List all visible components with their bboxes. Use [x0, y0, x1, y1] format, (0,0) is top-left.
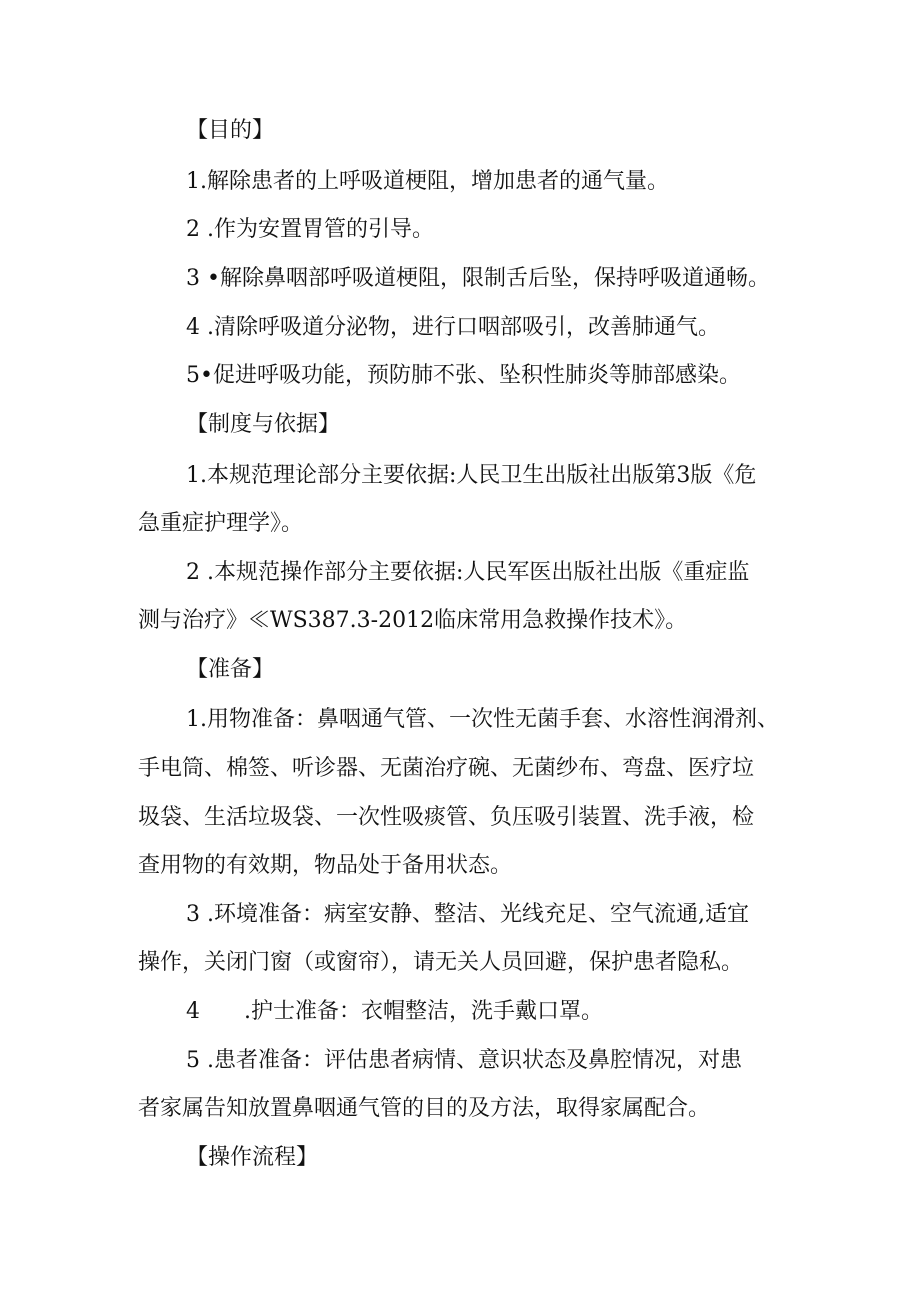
prep-item-3-line-2: 操作，关闭门窗（或窗帘），请无关人员回避，保护患者隐私。 [138, 950, 744, 975]
purpose-item-4: 4 .清除呼吸道分泌物，进行口咽部吸引，改善肺通气。 [186, 315, 720, 340]
purpose-item-1: 1.解除患者的上呼吸道梗阻，增加患者的通气量。 [186, 169, 669, 194]
prep-item-5-line-2: 者家属告知放置鼻咽通气管的目的及方法，取得家属配合。 [138, 1096, 711, 1121]
basis-item-2-line-2: 测与治疗》≪WS387.3-2012临床常用急救操作技术》。 [138, 608, 688, 633]
basis-item-1-line-1: 1.本规范理论部分主要依据:人民卫生出版社出版第3版《危 [186, 463, 757, 488]
prep-item-4: 4 .护士准备：衣帽整洁，洗手戴口罩。 [186, 999, 603, 1024]
prep-item-5-line-1: 5 .患者准备：评估患者病情、意识状态及鼻腔情况，对患 [186, 1048, 742, 1073]
section-heading-preparation: 【准备】 [186, 657, 275, 682]
section-heading-procedure: 【操作流程】 [186, 1145, 319, 1170]
basis-item-2-line-1: 2 .本规范操作部分主要依据:人民军医出版社出版《重症监 [186, 560, 750, 585]
prep-item-1-line-4: 查用物的有效期，物品处于备用状态。 [138, 853, 513, 878]
section-heading-purpose: 【目的】 [186, 118, 275, 143]
section-heading-basis: 【制度与依据】 [186, 412, 341, 437]
purpose-item-5: 5•促进呼吸功能，预防肺不张、坠积性肺炎等肺部感染。 [186, 363, 741, 388]
purpose-item-3: 3 •解除鼻咽部呼吸道梗阻，限制舌后坠，保持呼吸道通畅。 [186, 266, 770, 291]
prep-item-1-line-1: 1.用物准备：鼻咽通气管、一次性无菌手套、水溶性润滑剂、 [186, 707, 779, 732]
prep-item-1-line-3: 圾袋、生活垃圾袋、一次性吸痰管、负压吸引装置、洗手液，检 [138, 805, 755, 830]
purpose-item-2: 2 .作为安置胃管的引导。 [186, 217, 434, 242]
prep-item-1-line-2: 手电筒、棉签、听诊器、无菌治疗碗、无菌纱布、弯盘、医疗垃 [138, 756, 755, 781]
basis-item-1-line-2: 急重症护理学》。 [138, 511, 304, 536]
prep-item-3-line-1: 3 .环境准备：病室安静、整洁、光线充足、空气流通,适宜 [186, 902, 749, 927]
